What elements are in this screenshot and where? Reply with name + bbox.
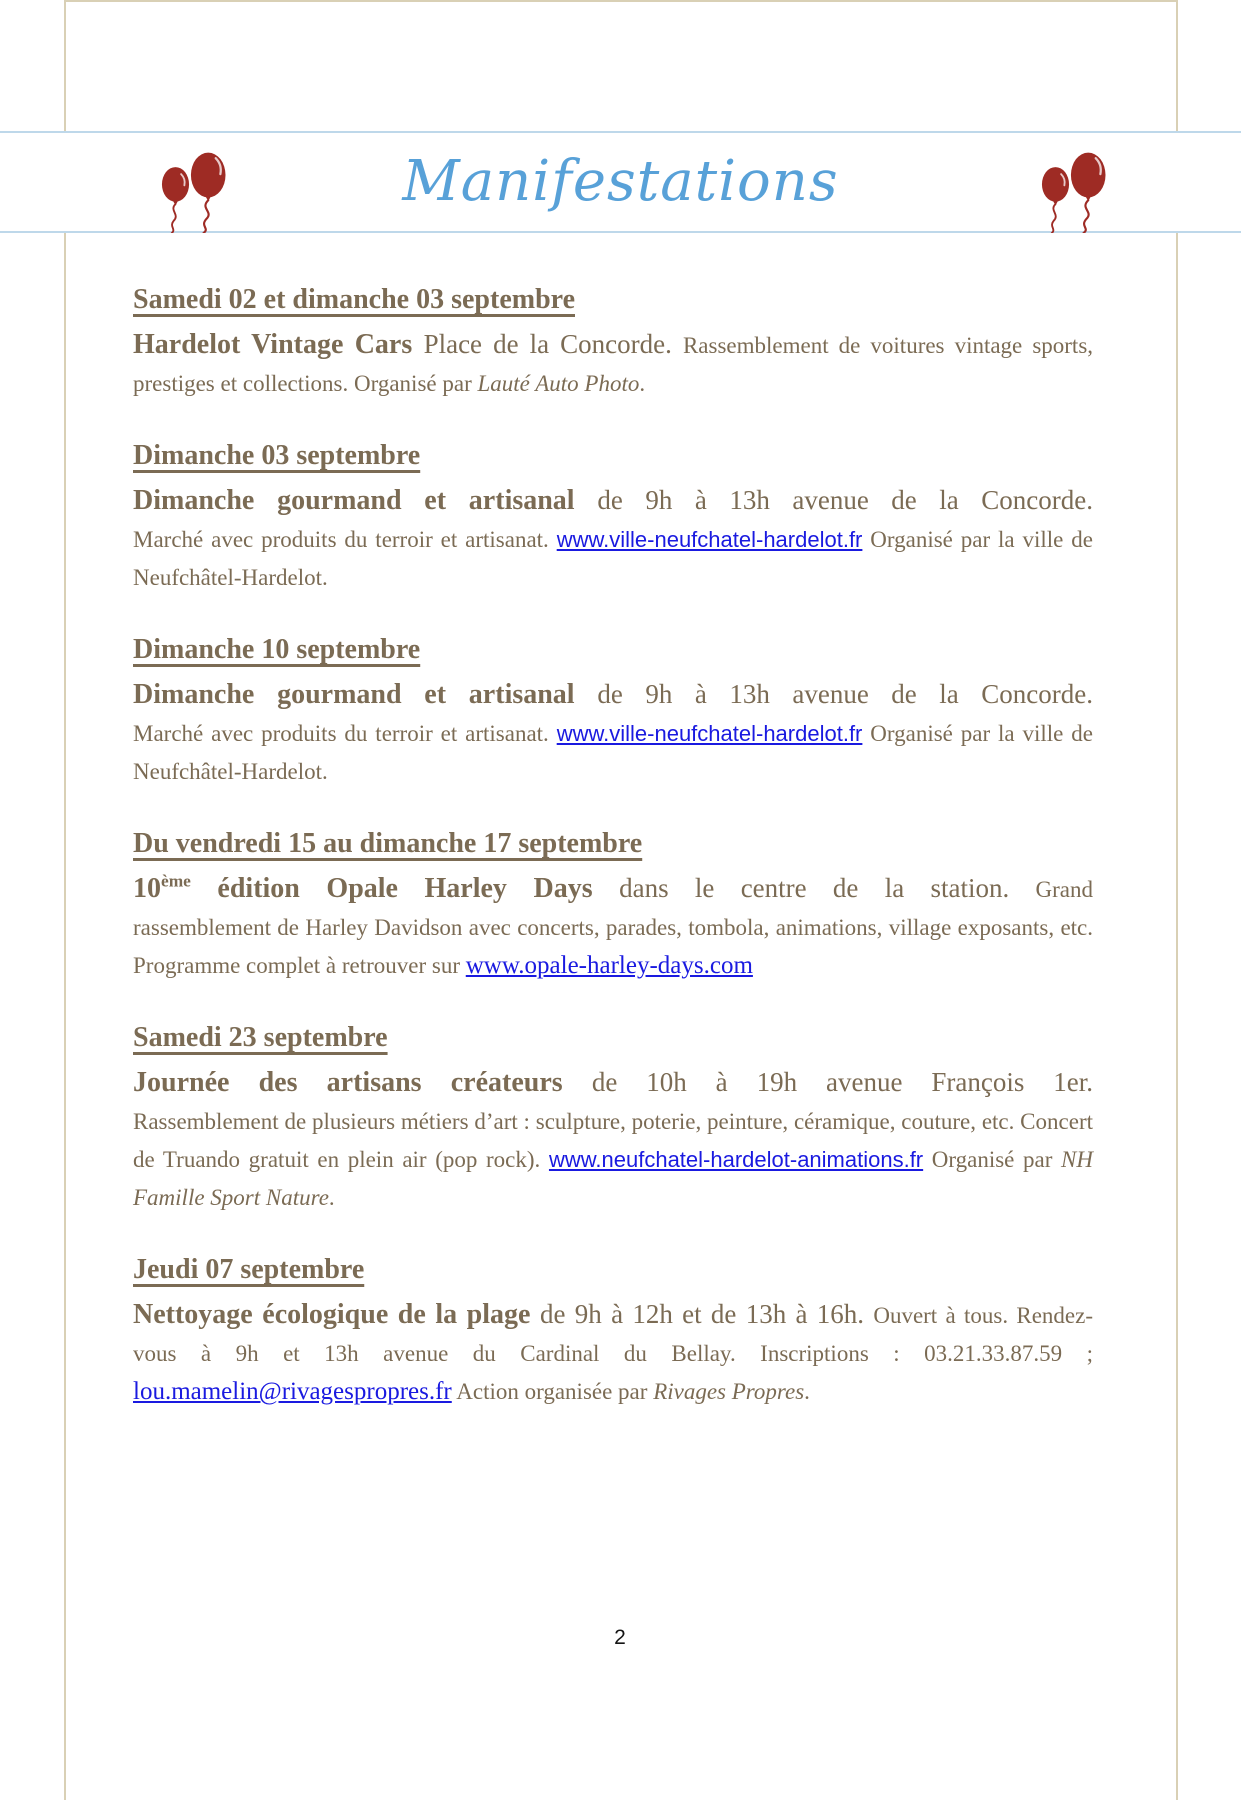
event-description — [133, 871, 1093, 986]
text-run: Action organisée par — [451, 1379, 654, 1404]
balloons-icon — [1032, 147, 1122, 233]
text-run: Place de la Concorde. — [423, 329, 683, 359]
text-run: NH Famille Sport Nature — [133, 1147, 1093, 1210]
event-section — [133, 282, 1093, 404]
link-ville-neufchatel-hardelot[interactable]: www.ville-neufchatel-hardelot.fr — [556, 721, 863, 746]
text-run: 10 — [133, 873, 161, 904]
text-run — [161, 873, 191, 904]
link-neufchatel-hardelot-animations[interactable]: www.neufchatel-hardelot-animations.fr — [548, 1147, 924, 1172]
event-section — [133, 632, 1093, 792]
text-run: Nettoyage écologique de la plage — [133, 1299, 540, 1330]
text-run: de 9h à 12h et de 13h à 16h. — [540, 1299, 874, 1329]
text-run: dans le centre de la station. — [619, 873, 1036, 903]
text-run: Lauté Auto Photo — [477, 371, 640, 396]
text-run: Organisé par — [923, 1147, 1062, 1172]
link-ville-neufchatel-hardelot[interactable]: www.ville-neufchatel-hardelot.fr — [556, 527, 863, 552]
text-run: Dimanche gourmand et artisanal — [133, 485, 598, 516]
text-run: de 9h à 13h avenue de la Concorde. — [597, 679, 1094, 709]
text-run: Grand rassemblement de Harley Davidson avec concerts, parades, tombola, animations, village exposants, etc. Programme complet à retrouver sur — [133, 877, 1094, 978]
event-date-heading: Dimanche 03 septembre — [133, 440, 421, 471]
text-run: Hardelot Vintage Cars — [133, 329, 424, 360]
text-run: Organisé par la ville de Neufchâtel-Hardelot. — [133, 721, 1093, 784]
text-run: Rassemblement de plusieurs métiers d’art : sculpture, poterie, peinture, céramique, couture, etc. Concert de Truando gratuit en plein air (pop rock). — [133, 1109, 1093, 1172]
event-date-heading: Samedi 02 et dimanche 03 septembre — [133, 284, 575, 315]
event-description — [133, 1065, 1093, 1218]
text-run: de 10h à 19h avenue François 1er. — [591, 1067, 1094, 1097]
text-run: Journée des artisans créateurs — [133, 1067, 592, 1098]
text-run: de 9h à 13h avenue de la Concorde. — [597, 485, 1094, 515]
event-description — [133, 1297, 1093, 1412]
event-description — [133, 327, 1093, 404]
text-run: . — [328, 1185, 335, 1210]
text-run: . — [804, 1379, 810, 1404]
text-run: Marché avec produits du terroir et artisanat. — [133, 721, 557, 746]
event-date-heading: Jeudi 07 septembre — [133, 1254, 365, 1285]
event-date-heading: Dimanche 10 septembre — [133, 634, 421, 665]
event-date-heading: Du vendredi 15 au dimanche 17 septembre — [133, 828, 643, 859]
page-number: 2 — [614, 1626, 626, 1649]
event-description — [133, 483, 1093, 598]
link-opale-harley-days[interactable]: www.opale-harley-days.com — [465, 952, 753, 979]
events — [133, 282, 1093, 1446]
text-run: Organisé par la ville de Neufchâtel-Hardelot. — [133, 527, 1093, 590]
text-run: Marché avec produits du terroir et artisanat. — [133, 527, 557, 552]
event-section — [133, 438, 1093, 598]
header-band — [0, 131, 1241, 233]
text-run: . — [639, 371, 646, 396]
text-run: Dimanche gourmand et artisanal — [133, 679, 598, 710]
superscript: ème — [161, 871, 191, 891]
text-run: Ouvert à tous. Rendez-vous à 9h et 13h avenue du Cardinal du Bellay. Inscriptions : 03.21.33.87.59 ; — [133, 1303, 1094, 1366]
event-section — [133, 1020, 1093, 1218]
link-email-rivages-propres[interactable]: lou.mamelin@rivagespropres.fr — [133, 1378, 452, 1405]
text-run: édition Opale Harley Days — [190, 873, 620, 904]
text-run: Rivages Propres — [653, 1379, 805, 1404]
text-run: Rassemblement de voitures vintage sports, prestiges et collections. Organisé par — [133, 333, 1094, 396]
event-date-heading: Samedi 23 septembre — [133, 1022, 388, 1053]
event-section — [133, 826, 1093, 986]
event-section — [133, 1252, 1093, 1412]
event-description — [133, 677, 1093, 792]
page-title: Manifestations — [402, 149, 839, 214]
